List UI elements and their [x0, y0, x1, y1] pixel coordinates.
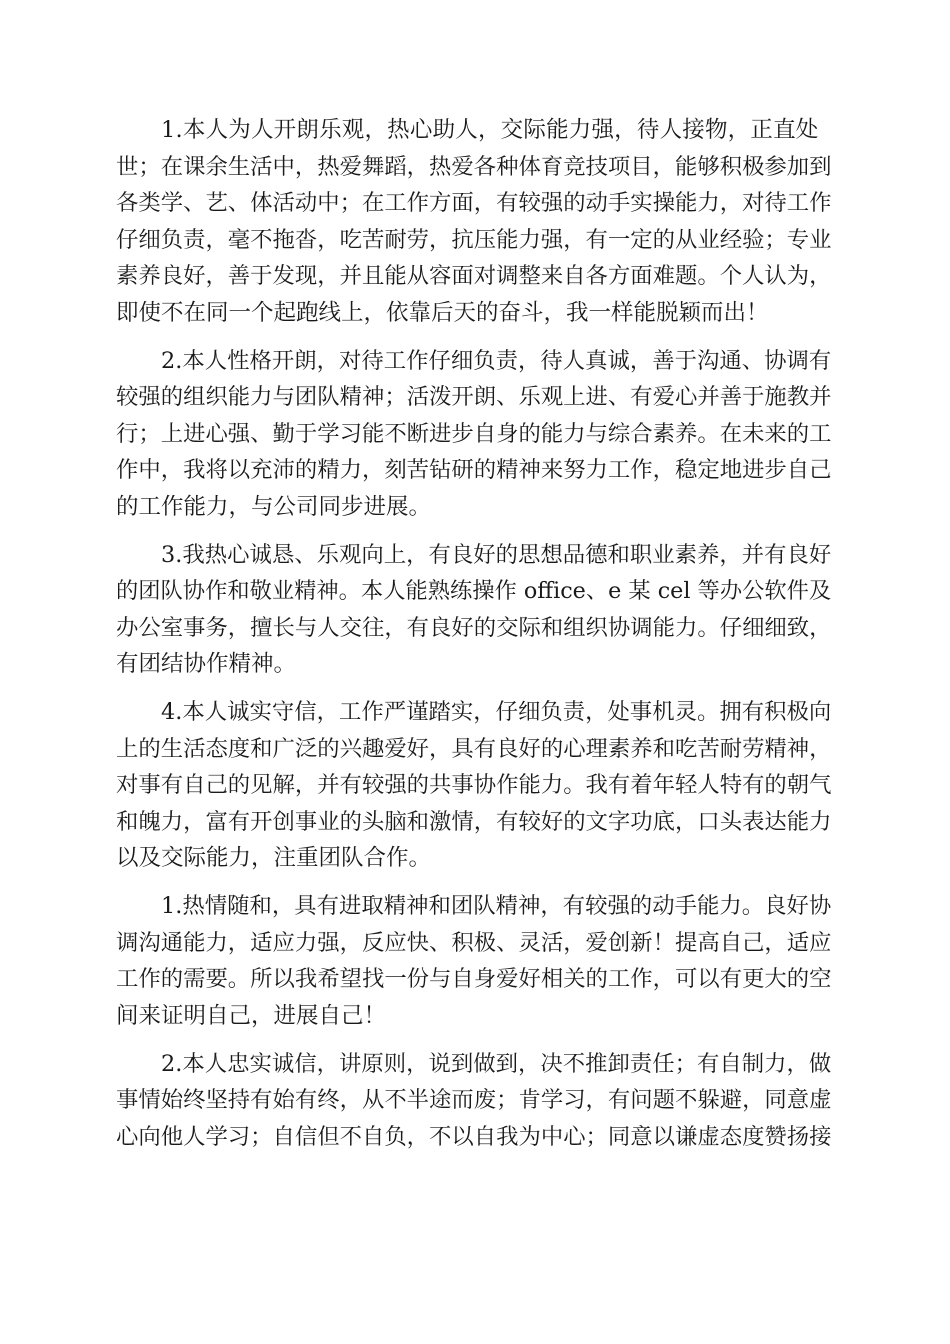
paragraph-line: 世；在课余生活中，热爱舞蹈，热爱各种体育竞技项目，能够积极参加到 [116, 153, 832, 180]
paragraph-line: 2.本人性格开朗，对待工作仔细负责，待人真诚，善于沟通、协调有 [161, 347, 832, 374]
paragraph-line: 以及交际能力，注重团队合作。 [116, 845, 432, 871]
paragraph [116, 112, 832, 331]
paragraph-line: 仔细负责，毫不拖沓，吃苦耐劳，抗压能力强，有一定的从业经验；专业 [116, 226, 832, 253]
paragraph-line: 4.本人诚实守信，工作严谨踏实，仔细负责，处事机灵。拥有积极向 [161, 699, 832, 725]
paragraph-line: 上的生活态度和广泛的兴趣爱好，具有良好的心理素养和吃苦耐劳精神， [116, 735, 832, 762]
paragraph-line: 和魄力，富有开创事业的头脑和激情，有较好的文字功底，口头表达能力 [116, 808, 832, 835]
paragraph [116, 537, 832, 683]
paragraph-line: 各类学、艺、体活动中；在工作方面，有较强的动手实操能力，对待工作 [116, 190, 832, 216]
paragraph-line: 调沟通能力，适应力强，反应快、积极、灵活，爱创新！提高自己，适应 [116, 929, 832, 956]
paragraph-line: 3.我热心诚恳、乐观向上，有良好的思想品德和职业素养，并有良好 [161, 541, 832, 568]
paragraph-line: 办公室事务，擅长与人交往，有良好的交际和组织协调能力。仔细细致， [116, 614, 832, 641]
paragraph-line: 有团结协作精神。 [116, 651, 297, 677]
paragraph [116, 343, 832, 526]
paragraph-line: 间来证明自己，进展自己！ [116, 1002, 387, 1029]
paragraph-line: 较强的组织能力与团队精神；活泼开朗、乐观上进、有爱心并善于施教并 [116, 384, 832, 410]
paragraph-line: 事情始终坚持有始有终，从不半途而废；肯学习，有问题不躲避，同意虚 [116, 1087, 832, 1113]
paragraph [116, 1046, 832, 1156]
paragraph-line: 的团队协作和敬业精神。本人能熟练操作 office、e 某 cel 等办公软件及 [116, 578, 832, 604]
paragraph-line: 作中，我将以充沛的精力，刻苦钻研的精神来努力工作，稳定地进步自己 [116, 457, 832, 483]
paragraph-line: 对事有自己的见解，并有较强的共事协作能力。我有着年轻人特有的朝气 [116, 772, 832, 798]
paragraph-line: 1.热情随和，具有进取精神和团队精神，有较强的动手能力。良好协 [161, 893, 832, 919]
paragraph-line: 素养良好，善于发现，并且能从容面对调整来自各方面难题。个人认为， [116, 263, 832, 289]
paragraph-line: 行；上进心强、勤于学习能不断进步自身的能力与综合素养。在未来的工 [116, 420, 832, 447]
paragraph-line: 的工作能力，与公司同步进展。 [116, 493, 432, 520]
paragraph-line: 工作的需要。所以我希望找一份与自身爱好相关的工作，可以有更大的空 [116, 966, 832, 992]
document-body [116, 112, 832, 1167]
paragraph [116, 888, 832, 1034]
paragraph-line: 1.本人为人开朗乐观，热心助人，交际能力强，待人接物，正直处 [161, 117, 819, 143]
paragraph [116, 694, 832, 877]
paragraph-line: 即使不在同一个起跑线上，依靠后天的奋斗，我一样能脱颖而出！ [116, 299, 769, 326]
paragraph-line: 心向他人学习；自信但不自负，不以自我为中心；同意以谦虚态度赞扬接 [116, 1123, 832, 1150]
paragraph-line: 2.本人忠实诚信，讲原则，说到做到，决不推卸责任；有自制力，做 [161, 1050, 832, 1077]
